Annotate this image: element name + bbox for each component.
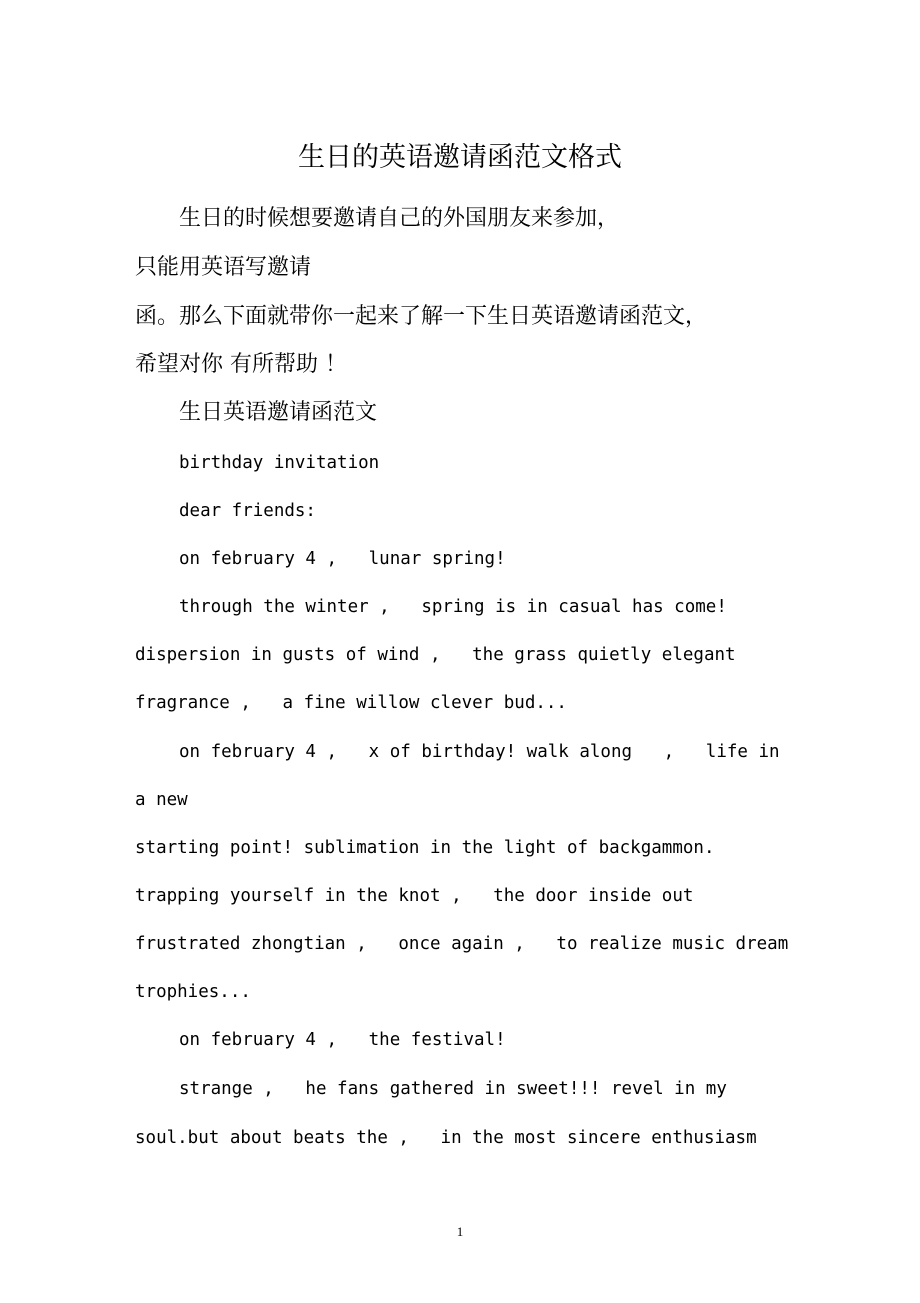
letter-line-9: starting point! sublimation in the light of backgammon.	[135, 838, 715, 858]
letter-line-10: trapping yourself in the knot , the door inside out	[135, 886, 694, 906]
letter-line-13: on february 4 , the festival!	[179, 1030, 506, 1050]
page-number: 1	[456, 1224, 464, 1239]
letter-line-14: strange , he fans gathered in sweet!!! revel in my	[179, 1079, 727, 1099]
letter-line-8: a new	[135, 790, 188, 810]
letter-line-6: fragrance , a fine willow clever bud...	[135, 693, 567, 713]
letter-line-3: on february 4 , lunar spring!	[179, 549, 506, 569]
letter-line-11: frustrated zhongtian , once again , to realize music dream	[135, 934, 789, 954]
letter-line-5: dispersion in gusts of wind , the grass quietly elegant	[135, 645, 736, 665]
intro-line-4: 希望对你 有所帮助 ！	[135, 352, 347, 377]
letter-line-2: dear friends:	[179, 501, 316, 521]
letter-line-4: through the winter , spring is in casual has come!	[179, 597, 727, 617]
document-title: 生日的英语邀请函范文格式	[298, 142, 622, 173]
intro-line-3: 函。那么下面就带你一起来了解一下生日英语邀请函范文，	[135, 304, 708, 329]
letter-line-12: trophies...	[135, 982, 251, 1002]
intro-line-2: 只能用英语写邀请	[135, 255, 312, 280]
letter-line-15: soul.but about beats the , in the most sincere enthusiasm	[135, 1128, 757, 1148]
letter-line-1: birthday invitation	[179, 453, 380, 473]
intro-line-1: 生日的时候想要邀请自己的外国朋友来参加，	[179, 206, 620, 231]
section-heading: 生日英语邀请函范文	[179, 400, 378, 425]
letter-line-7: on february 4 , x of birthday! walk along , life in	[179, 742, 780, 762]
